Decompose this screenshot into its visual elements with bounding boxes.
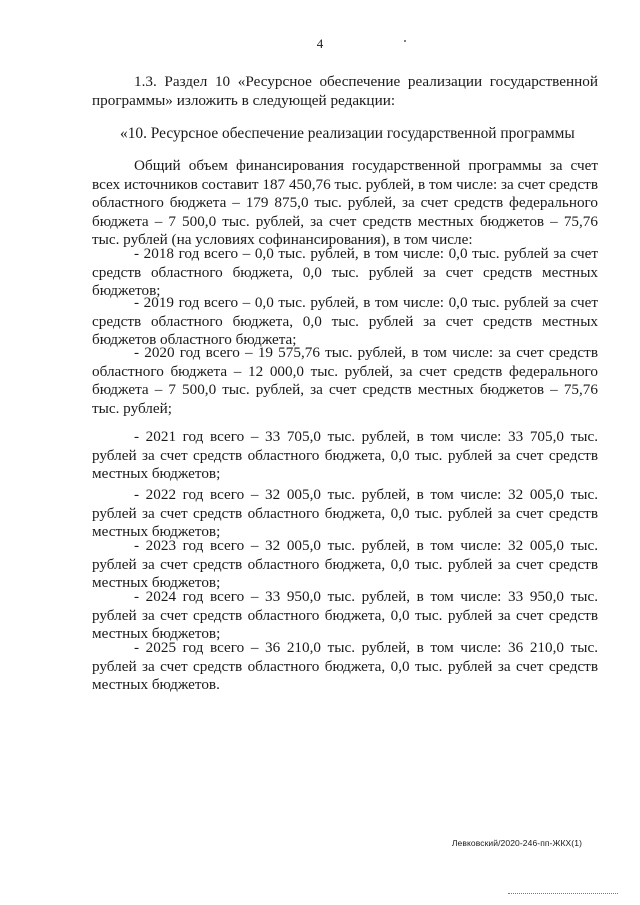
year-2018-item: - 2018 год всего – 0,0 тыс. рублей, в том числе: 0,0 тыс. рублей за счет средств областного бюджета, 0,0 тыс. рублей за счет средств местных бюджетов; [92, 245, 598, 299]
year-2025-item: - 2025 год всего – 36 210,0 тыс. рублей, в том числе: 36 210,0 тыс. рублей за счет средств областного бюджета, 0,0 тыс. рублей за счет средств местных бюджетов. [92, 639, 598, 693]
year-2019-item: - 2019 год всего – 0,0 тыс. рублей, в том числе: 0,0 тыс. рублей за счет средств областного бюджета, 0,0 тыс. рублей за счет средств местных бюджетов областного бюджета; [92, 294, 598, 348]
year-2020-item: - 2020 год всего – 19 575,76 тыс. рублей, в том числе: за счет средств областного бюджета – 12 000,0 тыс. рублей, за счет средств федерального бюджета – 7 500,0 тыс. рублей, за счет средств местных бюджетов – 75,76 тыс. рублей; [92, 344, 598, 417]
year-2024-item: - 2024 год всего – 33 950,0 тыс. рублей, в том числе: 33 950,0 тыс. рублей за счет средств областного бюджета, 0,0 тыс. рублей за счет средств местных бюджетов; [92, 588, 598, 642]
section-heading: «10. Ресурсное обеспечение реализации государственной программы [120, 125, 575, 142]
total-funding-paragraph: Общий объем финансирования государственной программы за счет всех источников составит 187 450,76 тыс. рублей, в том числе: за счет средств областного бюджета – 179 875,0 тыс. рублей, за счет средств федерального бюджета – 7 500,0 тыс. рублей, за счет средств местных бюджетов – 75,76 тыс. рублей (на условиях софинансирования), в том числе: [92, 157, 598, 248]
document-footer-code: Левковский/2020-246-пп-ЖКХ(1) [451, 838, 582, 848]
year-2023-item: - 2023 год всего – 32 005,0 тыс. рублей, в том числе: 32 005,0 тыс. рублей за счет средств областного бюджета, 0,0 тыс. рублей за счет средств местных бюджетов; [92, 537, 598, 591]
scan-edge-line [508, 893, 618, 894]
year-2021-item: - 2021 год всего – 33 705,0 тыс. рублей, в том числе: 33 705,0 тыс. рублей за счет средств областного бюджета, 0,0 тыс. рублей за счет средств местных бюджетов; [92, 428, 598, 482]
section-amendment-paragraph: 1.3. Раздел 10 «Ресурсное обеспечение реализации государственной программы» изложить в следующей редакции: [92, 73, 598, 109]
year-2022-item: - 2022 год всего – 32 005,0 тыс. рублей, в том числе: 32 005,0 тыс. рублей за счет средств областного бюджета, 0,0 тыс. рублей за счет средств местных бюджетов; [92, 486, 598, 540]
scan-speck [404, 40, 406, 42]
page-number: 4 [316, 36, 324, 51]
